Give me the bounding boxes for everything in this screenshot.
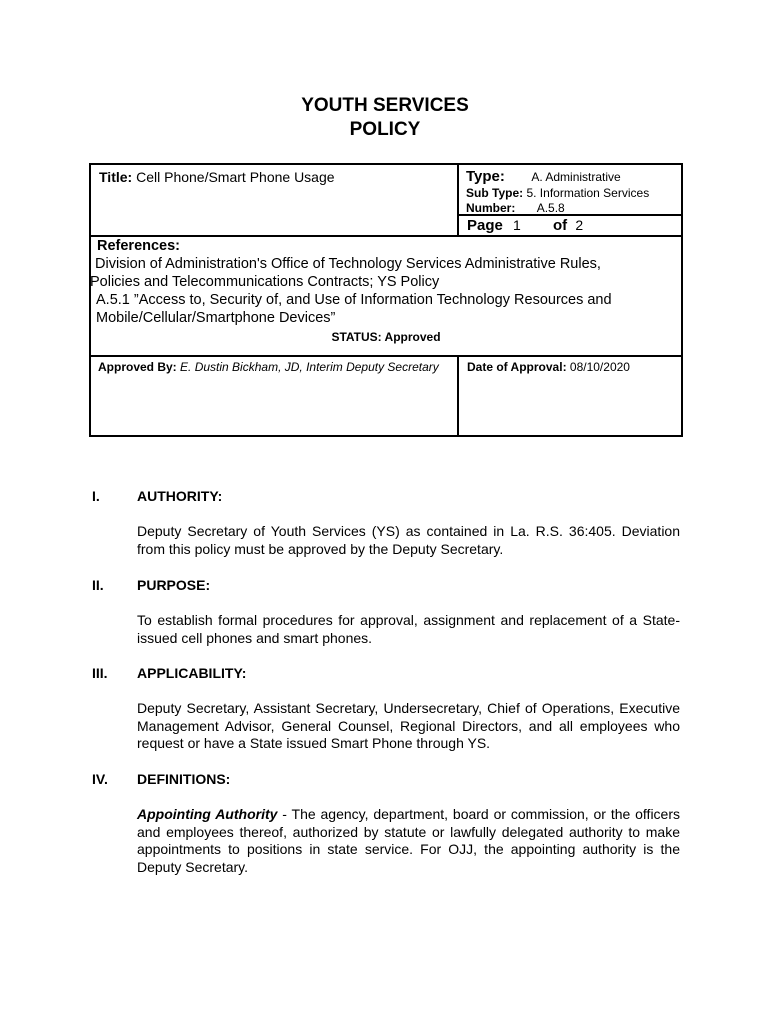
approval-date-field: [467, 360, 630, 374]
table-divider-top: [457, 163, 459, 237]
title-value: Cell Phone/Smart Phone Usage: [136, 169, 335, 185]
approved-by-value: E. Dustin Bickham, JD, Interim Deputy Secretary: [180, 360, 439, 374]
page-field: [467, 217, 583, 234]
approval-date-value: 08/10/2020: [569, 360, 630, 374]
number-field: [466, 201, 565, 215]
section-number: II.: [92, 577, 104, 593]
reference-line: A.5.1 ”Access to, Security of, and Use of Information Technology Resources and: [96, 292, 612, 308]
section-body: Deputy Secretary of Youth Services (YS) as contained in La. R.S. 36:405. Deviation from this policy must be approved by the Deputy Secretary.: [137, 523, 680, 557]
section-number: I.: [92, 488, 100, 504]
section-number: IV.: [92, 771, 108, 787]
section-body: Deputy Secretary, Assistant Secretary, Undersecretary, Chief of Operations, Executive Management Advisor, General Counsel, Regional Directors, and all employees who request or have a State issued Smart Phone through YS.: [137, 700, 680, 751]
of-value: 2: [575, 217, 584, 233]
policy-heading-line1: YOUTH SERVICES: [301, 95, 469, 116]
of-label: of: [553, 217, 568, 234]
number-label: Number:: [466, 201, 516, 215]
subtype-label: Sub Type:: [466, 186, 524, 200]
type-value: A. Administrative: [531, 170, 621, 184]
section-heading: AUTHORITY:: [137, 488, 223, 504]
page-value: 1: [513, 217, 521, 233]
page-label: Page: [467, 217, 503, 234]
approval-date-label: Date of Approval:: [467, 360, 567, 374]
reference-line: Mobile/Cellular/Smartphone Devices”: [96, 310, 336, 326]
reference-line: Policies and Telecommunications Contracts; YS Policy: [90, 274, 440, 290]
subtype-value: 5. Information Services: [526, 186, 650, 200]
section-number: III.: [92, 665, 108, 681]
definition-term: Appointing Authority: [137, 806, 278, 822]
references-label: References:: [97, 238, 181, 254]
policy-heading-line2: POLICY: [349, 119, 421, 140]
section-heading: APPLICABILITY:: [137, 665, 247, 681]
definition-paragraph: [137, 806, 680, 876]
approval-column-divider: [457, 355, 459, 437]
definition-text: - The agency, department, board or commission, or the officers and employees thereof, authorized by statute or lawfully delegated authority to make appointments to positions in state service. For OJJ, the appointing authority is the Deputy Secretary.: [137, 806, 681, 875]
section-heading: PURPOSE:: [137, 577, 211, 593]
section-heading: DEFINITIONS:: [137, 771, 231, 787]
number-value: A.5.8: [536, 201, 565, 215]
reference-line: Division of Administration's Office of Technology Services Administrative Rules,: [95, 256, 601, 272]
status-text: STATUS: Approved: [331, 330, 441, 344]
subtype-field: [466, 186, 649, 200]
approved-by-label: Approved By:: [98, 360, 177, 374]
title-field: [99, 169, 335, 185]
type-field: [466, 168, 621, 186]
approval-divider: [89, 355, 683, 357]
title-label: Title:: [99, 169, 133, 185]
type-label: Type:: [466, 168, 505, 185]
section-body: To establish formal procedures for approval, assignment and replacement of a State-issued cell phones and smart phones.: [137, 612, 680, 646]
approved-by-field: [98, 360, 439, 374]
